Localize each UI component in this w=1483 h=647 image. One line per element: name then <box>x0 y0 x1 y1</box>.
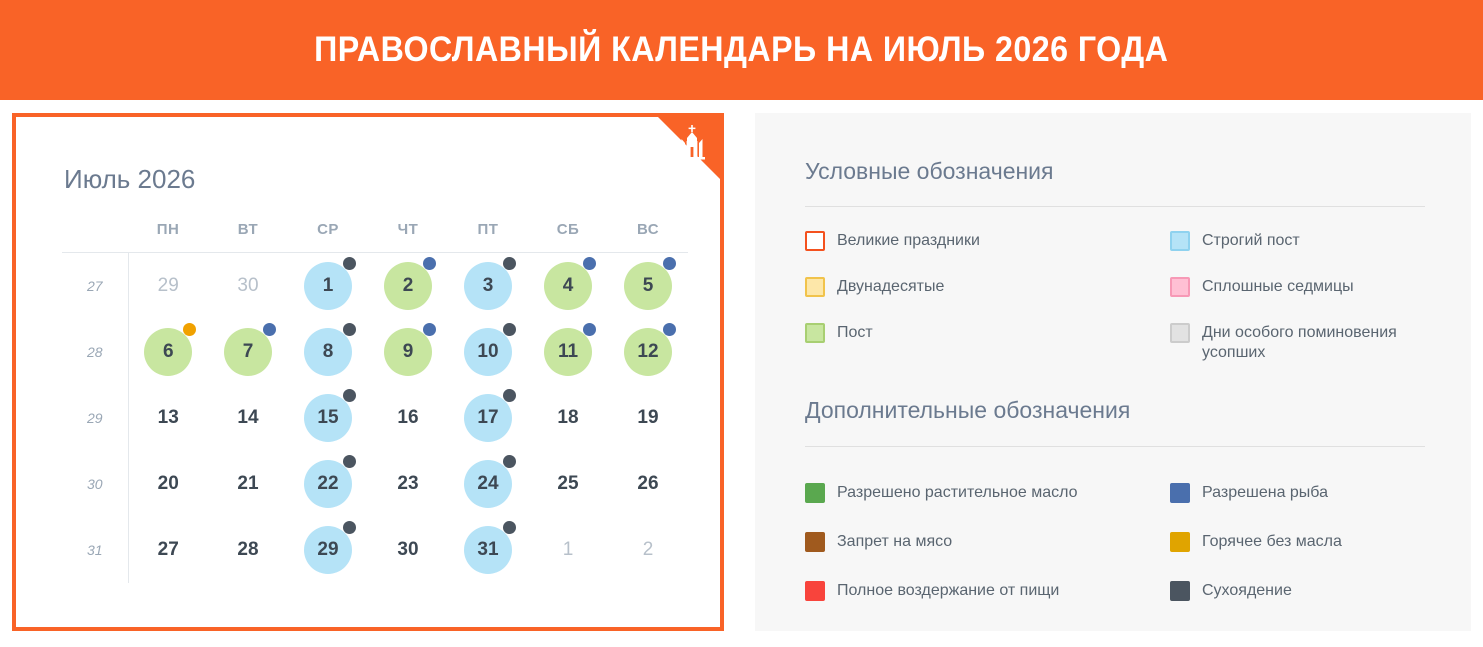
day-number: 10 <box>464 328 512 376</box>
calendar-day-cell[interactable] <box>288 319 368 385</box>
day-marker-wrap <box>296 323 360 381</box>
legend-main-item <box>1170 231 1300 251</box>
weekday-header: ПТ <box>477 221 499 238</box>
legend-main-item <box>1170 323 1462 363</box>
weekday-header: ЧТ <box>397 221 419 238</box>
calendar-header-row <box>62 215 688 253</box>
day-marker-wrap <box>216 521 280 579</box>
legend-extra-item <box>805 483 1078 503</box>
legend-color-swatch <box>805 581 825 601</box>
calendar-day-cell[interactable] <box>528 319 608 385</box>
day-number: 9 <box>384 328 432 376</box>
day-marker-wrap <box>376 521 440 579</box>
day-marker-wrap <box>536 323 600 381</box>
calendar-day-cell[interactable] <box>528 385 608 451</box>
day-number: 30 <box>397 539 419 560</box>
legend-color-swatch <box>1170 581 1190 601</box>
legend-color-swatch <box>805 483 825 503</box>
day-marker-wrap <box>456 521 520 579</box>
day-marker-wrap <box>456 455 520 513</box>
day-number: 13 <box>157 407 179 428</box>
legend-label: Двунадесятые <box>837 278 945 295</box>
week-number: 27 <box>62 253 128 320</box>
day-marker-wrap <box>216 323 280 381</box>
day-marker-wrap <box>536 455 600 513</box>
calendar-body <box>62 253 688 584</box>
calendar-day-cell[interactable] <box>208 385 288 451</box>
day-status-dot-dark <box>503 257 516 270</box>
legend-main-heading: Условные обозначения <box>805 158 1054 184</box>
day-number: 30 <box>237 275 259 296</box>
day-number: 17 <box>464 394 512 442</box>
church-icon <box>672 123 712 163</box>
calendar-day-cell[interactable] <box>368 319 448 385</box>
legend-divider <box>805 206 1425 207</box>
day-number: 24 <box>464 460 512 508</box>
day-marker-wrap <box>296 257 360 315</box>
legend-card <box>755 113 1471 631</box>
week-number: 29 <box>62 385 128 451</box>
calendar-day-cell[interactable] <box>448 451 528 517</box>
calendar-day-cell[interactable] <box>128 451 208 517</box>
legend-main-item <box>805 323 873 343</box>
legend-label: Разрешено растительное масло <box>837 484 1078 501</box>
day-number: 22 <box>304 460 352 508</box>
day-number: 16 <box>397 407 419 428</box>
day-number: 8 <box>304 328 352 376</box>
day-marker-wrap <box>376 455 440 513</box>
day-status-dot-blue <box>663 323 676 336</box>
day-number: 1 <box>304 262 352 310</box>
legend-extra-item <box>805 532 952 552</box>
legend-label: Горячее без масла <box>1202 533 1342 550</box>
legend-color-swatch <box>1170 277 1190 297</box>
day-status-dot-blue <box>423 257 436 270</box>
day-marker-wrap <box>216 389 280 447</box>
day-status-dot-blue <box>583 323 596 336</box>
week-number: 31 <box>62 517 128 583</box>
calendar-day-cell[interactable] <box>128 385 208 451</box>
day-marker-wrap <box>296 389 360 447</box>
calendar-day-cell[interactable] <box>128 253 208 320</box>
day-status-dot-dark <box>343 257 356 270</box>
calendar-day-cell[interactable] <box>608 319 688 385</box>
legend-label: Пост <box>837 324 873 341</box>
legend-extra-item <box>1170 581 1292 601</box>
day-status-dot-dark <box>343 521 356 534</box>
legend-label: Разрешена рыба <box>1202 484 1328 501</box>
day-marker-wrap <box>616 323 680 381</box>
day-status-dot-dark <box>503 323 516 336</box>
calendar-day-cell[interactable] <box>368 253 448 320</box>
day-marker-wrap <box>536 389 600 447</box>
legend-main-item <box>805 231 980 251</box>
day-marker-wrap <box>216 257 280 315</box>
weekday-header: ВТ <box>237 221 259 238</box>
day-marker-wrap <box>616 257 680 315</box>
day-number: 12 <box>624 328 672 376</box>
legend-main-item <box>805 277 944 297</box>
day-number: 7 <box>224 328 272 376</box>
calendar-day-cell[interactable] <box>128 319 208 385</box>
day-number: 3 <box>464 262 512 310</box>
day-number: 1 <box>562 539 574 560</box>
legend-label: Запрет на мясо <box>837 533 953 550</box>
calendar-day-cell[interactable] <box>208 253 288 320</box>
legend-color-swatch <box>805 532 825 552</box>
calendar-week-row <box>62 517 688 583</box>
calendar-day-cell[interactable] <box>608 451 688 517</box>
legend-color-swatch <box>1170 231 1190 251</box>
legend-label: Сухоядение <box>1202 582 1292 599</box>
day-number: 2 <box>384 262 432 310</box>
day-marker-wrap <box>616 389 680 447</box>
calendar-day-cell[interactable] <box>368 517 448 583</box>
day-number: 27 <box>157 539 179 560</box>
day-status-dot-dark <box>343 455 356 468</box>
weekday-header: ПН <box>156 221 180 238</box>
day-status-dot-dark <box>343 389 356 402</box>
day-number: 26 <box>637 473 659 494</box>
day-marker-wrap <box>616 521 680 579</box>
week-number: 30 <box>62 451 128 517</box>
day-status-dot-dark <box>503 455 516 468</box>
day-number: 28 <box>237 539 259 560</box>
calendar-day-cell[interactable] <box>288 451 368 517</box>
legend-label: Сплошные седмицы <box>1202 278 1354 295</box>
calendar-day-cell[interactable] <box>608 253 688 320</box>
legend-extra-item <box>1170 483 1328 503</box>
day-status-dot-dark <box>343 323 356 336</box>
calendar-grid <box>62 215 688 583</box>
day-number: 14 <box>237 407 259 428</box>
day-status-dot-dark <box>503 389 516 402</box>
week-number-header <box>62 215 128 253</box>
calendar-month-title: Июль 2026 <box>64 164 196 194</box>
day-marker-wrap <box>536 257 600 315</box>
day-number: 29 <box>304 526 352 574</box>
day-marker-wrap <box>136 389 200 447</box>
day-marker-wrap <box>376 323 440 381</box>
calendar-day-cell[interactable] <box>288 385 368 451</box>
calendar-week-row <box>62 451 688 517</box>
day-number: 19 <box>637 407 659 428</box>
day-number: 25 <box>557 473 579 494</box>
legend-divider <box>805 446 1425 447</box>
calendar-day-cell[interactable] <box>448 517 528 583</box>
legend-extra-item <box>805 581 1059 601</box>
calendar-day-cell[interactable] <box>128 517 208 583</box>
day-marker-wrap <box>136 323 200 381</box>
legend-label: Дни особого поминовения усопших <box>1202 324 1397 361</box>
day-number: 21 <box>237 473 259 494</box>
legend-label: Великие праздники <box>837 232 980 249</box>
day-marker-wrap <box>136 257 200 315</box>
day-marker-wrap <box>456 323 520 381</box>
legend-color-swatch <box>1170 483 1190 503</box>
day-marker-wrap <box>616 455 680 513</box>
calendar-table <box>62 215 688 583</box>
day-status-dot-blue <box>583 257 596 270</box>
calendar-day-cell[interactable] <box>208 319 288 385</box>
day-status-dot-blue <box>663 257 676 270</box>
calendar-day-cell[interactable] <box>528 517 608 583</box>
day-number: 6 <box>144 328 192 376</box>
day-number: 23 <box>397 473 419 494</box>
day-number: 20 <box>157 473 179 494</box>
calendar-day-cell[interactable] <box>288 517 368 583</box>
legend-color-swatch <box>1170 323 1190 343</box>
day-number: 18 <box>557 407 579 428</box>
day-number: 2 <box>642 539 654 560</box>
day-number: 15 <box>304 394 352 442</box>
calendar-day-cell[interactable] <box>448 385 528 451</box>
calendar-day-cell[interactable] <box>528 451 608 517</box>
calendar-day-cell[interactable] <box>448 319 528 385</box>
day-number: 5 <box>624 262 672 310</box>
calendar-week-row <box>62 319 688 385</box>
calendar-day-cell[interactable] <box>368 451 448 517</box>
day-marker-wrap <box>296 521 360 579</box>
day-status-dot-blue <box>423 323 436 336</box>
calendar-card <box>12 113 724 631</box>
calendar-day-cell[interactable] <box>208 451 288 517</box>
calendar-week-row <box>62 253 688 320</box>
day-marker-wrap <box>536 521 600 579</box>
weekday-header: СР <box>317 221 339 238</box>
page-title: ПРАВОСЛАВНЫЙ КАЛЕНДАРЬ НА ИЮЛЬ 2026 ГОДА <box>314 30 1169 69</box>
legend-main-item <box>1170 277 1354 297</box>
calendar-week-row <box>62 385 688 451</box>
day-marker-wrap <box>456 257 520 315</box>
calendar-day-cell[interactable] <box>448 253 528 320</box>
page-header <box>0 0 1483 100</box>
day-marker-wrap <box>136 521 200 579</box>
week-number: 28 <box>62 319 128 385</box>
day-marker-wrap <box>376 257 440 315</box>
calendar-day-cell[interactable] <box>208 517 288 583</box>
day-marker-wrap <box>296 455 360 513</box>
legend-extra-heading: Дополнительные обозначения <box>805 397 1131 423</box>
legend-label: Полное воздержание от пищи <box>837 582 1060 599</box>
day-number: 4 <box>544 262 592 310</box>
legend-color-swatch <box>805 231 825 251</box>
day-status-dot-orange <box>183 323 196 336</box>
legend-extra-item <box>1170 532 1342 552</box>
day-marker-wrap <box>376 389 440 447</box>
calendar-day-cell[interactable] <box>368 385 448 451</box>
day-status-dot-dark <box>503 521 516 534</box>
day-marker-wrap <box>456 389 520 447</box>
legend-color-swatch <box>805 323 825 343</box>
day-marker-wrap <box>136 455 200 513</box>
calendar-day-cell[interactable] <box>608 517 688 583</box>
calendar-day-cell[interactable] <box>528 253 608 320</box>
day-marker-wrap <box>216 455 280 513</box>
legend-label: Строгий пост <box>1202 232 1300 249</box>
legend-color-swatch <box>1170 532 1190 552</box>
weekday-header: СБ <box>556 221 580 238</box>
day-number: 29 <box>157 275 179 296</box>
day-number: 11 <box>544 328 592 376</box>
calendar-day-cell[interactable] <box>288 253 368 320</box>
day-status-dot-blue <box>263 323 276 336</box>
weekday-header: ВС <box>636 221 660 238</box>
day-number: 31 <box>464 526 512 574</box>
legend-color-swatch <box>805 277 825 297</box>
calendar-day-cell[interactable] <box>608 385 688 451</box>
